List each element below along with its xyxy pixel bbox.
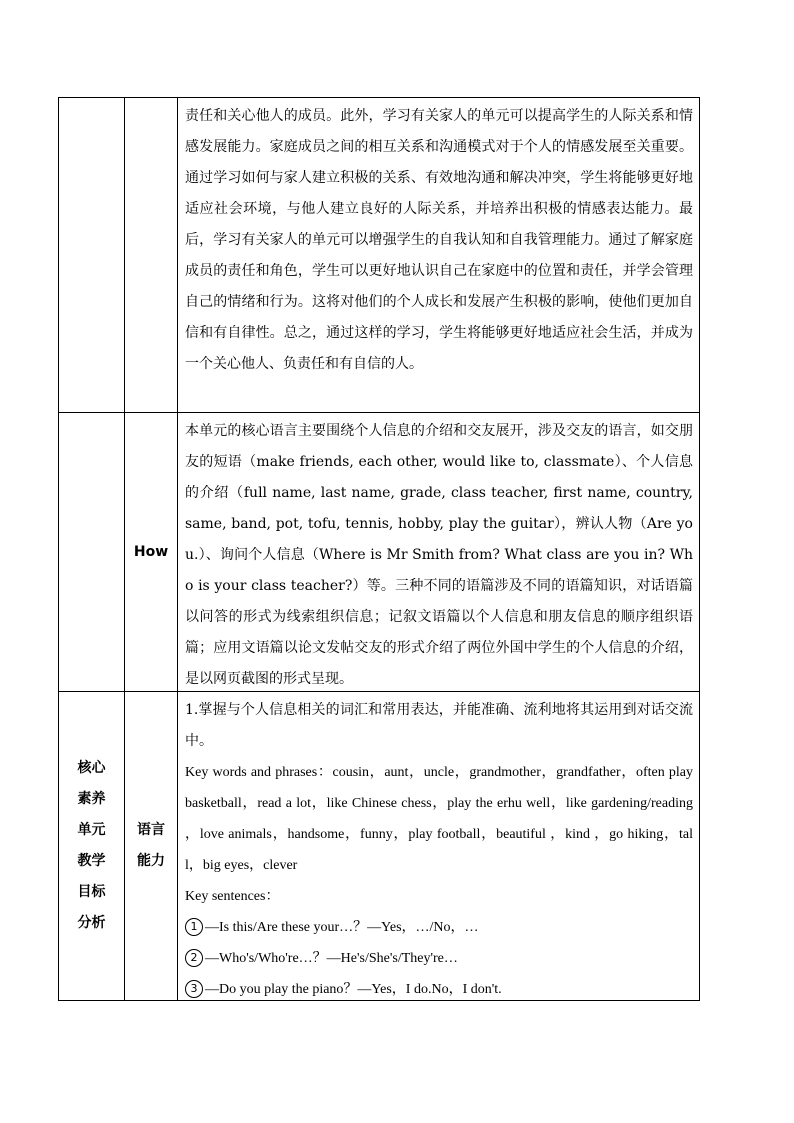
how-paragraph: 本单元的核心语言主要围绕个人信息的介绍和交友展开，涉及交友的语言，如交朋友的短语（make friends, each other, would like to, classmate）、个人信息的介绍（full name, last name, grade, class teacher, first name, country, same, band, pot, tofu, tennis, hobby, play the guitar），辨认人物（Are you.）、询问个人信息（Where is Mr Smith from? What class are you in? Who is your class teacher?）等。三种不同的语篇涉及不同的语篇知识，对话语篇以问答的形式为线索组织信息；记叙文语篇以个人信息和朋友信息的顺序组织语篇；应用文语篇以论文发帖交友的形式介绍了两位外国中学生的个人信息的介绍，是以网页截图的形式呈现。 bbox=[185, 423, 693, 687]
language-ability-label: 语言 能力 bbox=[125, 692, 178, 1001]
key-words-line: Key words and phrases：cousin，aunt，uncle，grandmother，grandfather，often play basketball，read a lot，like Chinese chess，play the erhu well，like gardening/reading ，love animals，handsome，funny，play football，beautiful ，kind ，go hiking，tall，big eyes，clever bbox=[185, 765, 693, 873]
why-content-cell bbox=[178, 98, 700, 413]
key-sentences-label: Key sentences： bbox=[185, 889, 280, 904]
core-literacy-label: 核心 素养 单元 教学 目标 分析 bbox=[59, 692, 125, 1001]
sentence-item: 2 —Who's/Who're…？—He's/She's/They're… bbox=[185, 943, 693, 974]
circled-number: 1 bbox=[185, 918, 203, 936]
table-row-why bbox=[59, 98, 700, 413]
sentence-item: 3 —Do you play the piano？—Yes，I do.No，I don't. bbox=[185, 974, 693, 1005]
how-label: How bbox=[125, 413, 178, 692]
empty-cell bbox=[59, 413, 125, 692]
goals-content-cell bbox=[178, 692, 700, 1001]
circled-number: 2 bbox=[185, 949, 203, 967]
empty-cell bbox=[125, 98, 178, 413]
table-row-how bbox=[59, 413, 700, 692]
goal-line-1: 1.掌握与个人信息相关的词汇和常用表达，并能准确、流利地将其运用到对话交流中。 bbox=[185, 702, 693, 749]
empty-cell bbox=[59, 98, 125, 413]
table-row-goals bbox=[59, 692, 700, 1001]
circled-number: 3 bbox=[185, 980, 203, 998]
why-paragraph: 责任和关心他人的成员。此外，学习有关家人的单元可以提高学生的人际关系和情感发展能力。家庭成员之间的相互关系和沟通模式对于个人的情感发展至关重要。通过学习如何与家人建立积极的关系、有效地沟通和解决冲突，学生将能够更好地适应社会环境，与他人建立良好的人际关系，并培养出积极的情感表达能力。最后，学习有关家人的单元可以增强学生的自我认知和自我管理能力。通过了解家庭成员的责任和角色，学生可以更好地认识自己在家庭中的位置和责任，并学会管理自己的情绪和行为。这将对他们的个人成长和发展产生积极的影响，使他们更加自信和有自律性。总之，通过这样的学习，学生将能够更好地适应社会生活，并成为一个关心他人、负责任和有自信的人。 bbox=[185, 108, 693, 372]
sentence-item: 1 —Is this/Are these your…？—Yes，…/No，… bbox=[185, 912, 693, 943]
lesson-analysis-table bbox=[58, 97, 700, 1001]
how-content-cell bbox=[178, 413, 700, 692]
